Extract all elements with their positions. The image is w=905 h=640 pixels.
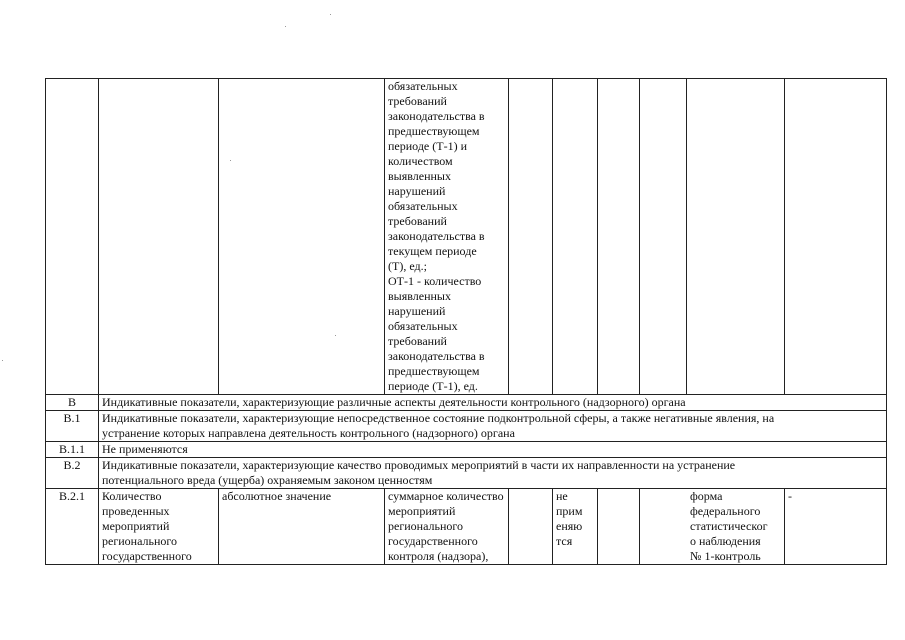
text-line: контроля (надзора), <box>388 549 489 563</box>
text-line: мероприятий <box>388 504 456 518</box>
text-line: суммарное количество <box>388 489 504 503</box>
text-line: мероприятий <box>102 519 170 533</box>
text-line: тся <box>556 534 573 548</box>
section-code: В.1 <box>46 411 99 442</box>
text-line: выявленных <box>388 289 451 303</box>
cell-empty <box>598 79 640 395</box>
text-line: форма <box>690 489 723 503</box>
text-line: статистическог <box>690 519 768 533</box>
cell-empty <box>640 79 687 395</box>
section-title: Не применяются <box>99 442 887 458</box>
text-line: периоде (Т-1) и <box>388 139 467 153</box>
text-line: выявленных <box>388 169 451 183</box>
text-line: законодательства в <box>388 349 485 363</box>
table-row <box>46 79 887 395</box>
text-line: Индикативные показатели, характеризующие качество проводимых мероприятий в части их направленности на устранение <box>102 458 736 472</box>
text-line: Количество <box>102 489 162 503</box>
cell-empty <box>598 489 640 565</box>
text-line: регионального <box>388 519 464 533</box>
section-title: Индикативные показатели, характеризующие различные аспекты деятельности контрольного (надзорного) органа <box>99 395 887 411</box>
text-line: проведенных <box>102 504 170 518</box>
section-title <box>99 458 887 489</box>
scan-speck <box>330 14 331 15</box>
cell-source <box>640 489 785 565</box>
cell-formula-description <box>385 489 509 565</box>
text-line: государственного <box>102 549 192 563</box>
section-code: В.1.1 <box>46 442 99 458</box>
text-line: потенциального вреда (ущерба) охраняемым законом ценностям <box>102 473 433 487</box>
text-line: федерального <box>690 504 761 518</box>
cell-name <box>99 79 219 395</box>
scan-speck <box>2 360 3 361</box>
section-title <box>99 411 887 442</box>
text-line: государственного <box>388 534 478 548</box>
text-line: законодательства в <box>388 229 485 243</box>
cell-empty <box>687 79 785 395</box>
text-line: регионального <box>102 534 178 548</box>
scan-speck <box>335 335 336 336</box>
scan-speck <box>230 160 231 161</box>
text-line: Индикативные показатели, характеризующие непосредственное состояние подконтрольной сферы, а также негативные явления, на <box>102 411 775 425</box>
text-line: прим <box>556 504 583 518</box>
text-line: нарушений <box>388 184 446 198</box>
text-line: предшествующем <box>388 124 480 138</box>
text-line: количеством <box>388 154 453 168</box>
text-line: не <box>556 489 568 503</box>
text-line: обязательных <box>388 319 458 333</box>
text-line: периоде (Т-1), ед. <box>388 379 478 393</box>
cell-empty <box>509 79 553 395</box>
text-line: законодательства в <box>388 109 485 123</box>
cell-code <box>46 79 99 395</box>
cell-note: - <box>785 489 887 565</box>
text-line: ОТ-1 - количество <box>388 274 482 288</box>
text-line: о наблюдения <box>690 534 761 548</box>
cell-empty <box>553 79 598 395</box>
section-code: В.2 <box>46 458 99 489</box>
section-row <box>46 458 887 489</box>
text-line: текущем периоде <box>388 244 477 258</box>
cell-empty <box>509 489 553 565</box>
text-line: нарушений <box>388 304 446 318</box>
text-line: № 1-контроль <box>690 549 761 563</box>
cell-empty <box>785 79 887 395</box>
cell-name <box>99 489 219 565</box>
table-row <box>46 489 887 565</box>
text-line: требований <box>388 334 447 348</box>
text-line: предшествующем <box>388 364 480 378</box>
section-row <box>46 395 887 411</box>
text-line: требований <box>388 94 447 108</box>
text-line: еняю <box>556 519 583 533</box>
cell-type <box>219 79 385 395</box>
section-row <box>46 411 887 442</box>
text-line: обязательных <box>388 199 458 213</box>
text-line: обязательных <box>388 79 458 93</box>
text-line: устранение которых направлена деятельность контрольного (надзорного) органа <box>102 426 515 440</box>
section-code: В <box>46 395 99 411</box>
section-row <box>46 442 887 458</box>
text-line: (Т), ед.; <box>388 259 427 273</box>
cell-norm <box>553 489 598 565</box>
cell-formula-description <box>385 79 509 395</box>
row-code: В.2.1 <box>46 489 99 565</box>
cell-type: абсолютное значение <box>219 489 385 565</box>
scan-speck <box>285 26 286 27</box>
indicators-table <box>45 78 887 565</box>
text-line: требований <box>388 214 447 228</box>
